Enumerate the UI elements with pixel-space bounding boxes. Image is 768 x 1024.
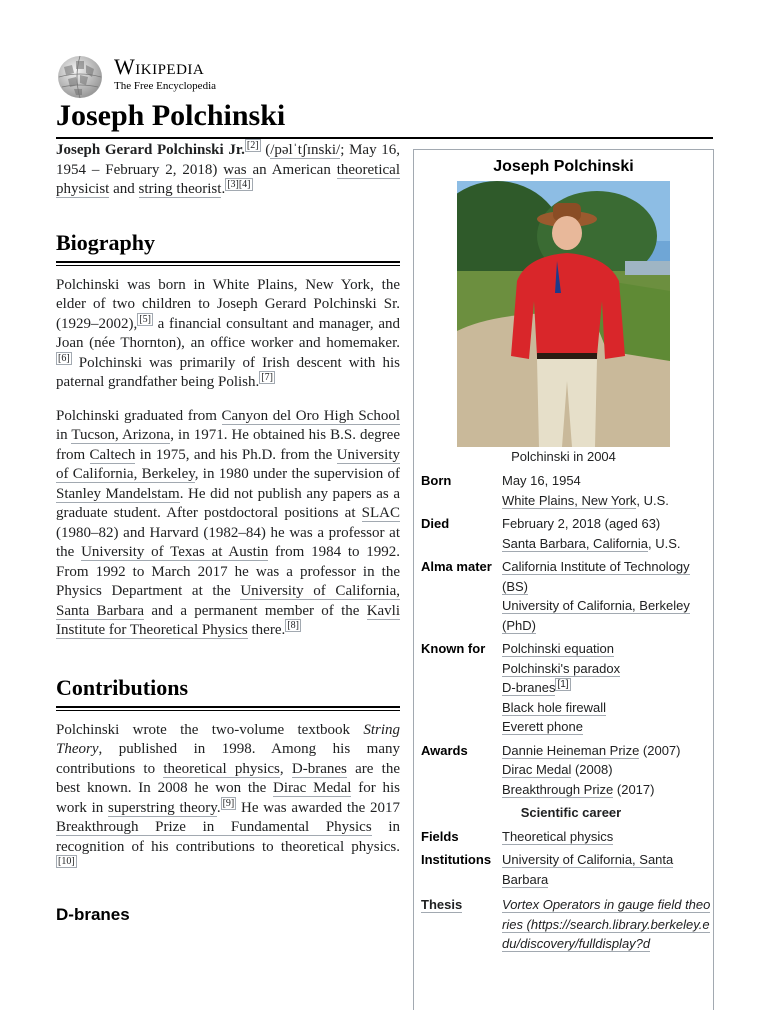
intro-paragraph: Joseph Gerard Polchinski Jr. [2] (/pəlˈtʃɪnski/; May 16, 1954 – February 2, 2018) was an American theoretical physicist and string theorist. [3][4] (56, 140, 400, 197)
section-heading-d-branes: D-branes (56, 904, 130, 924)
link-kavli[interactable]: Kavli Institute for Theoretical Physics (56, 602, 401, 638)
intro-text: and (109, 181, 139, 197)
value-institutions (502, 850, 711, 889)
section-divider (56, 706, 400, 711)
link-slac[interactable]: SLAC (361, 505, 400, 521)
value-known-for (502, 639, 711, 737)
link-bs[interactable]: (BS) (502, 578, 528, 594)
wordmark-name: Wikipedia (114, 54, 205, 79)
link-dirac-medal-infobox[interactable]: Dirac Medal (502, 762, 572, 777)
link-ut-austin[interactable]: University of Texas at Austin (81, 544, 269, 560)
link-polchinskis-paradox[interactable]: Polchinski's paradox (502, 660, 621, 676)
born-date: May 16, 1954 (502, 473, 581, 488)
link-breakthrough-prize-infobox[interactable]: Breakthrough Prize (502, 781, 614, 797)
citation[interactable]: [7] (261, 372, 273, 383)
article-body (56, 141, 400, 924)
link-tucson[interactable]: Tucson, Arizona (71, 427, 171, 443)
subject-name: Joseph Gerard Polchinski Jr. (56, 142, 245, 158)
link-phd[interactable]: (PhD) (502, 617, 536, 633)
link-thesis[interactable]: Vortex Operators in gauge field theories (https://search.library.berkeley.edu/discovery/fulldisplay?d (502, 897, 711, 951)
link-ucsb-infobox[interactable]: University of California, Santa Barbara (502, 852, 674, 887)
section-heading-biography: Biography (56, 229, 156, 255)
value-died: February 2, 2018 (aged 63) Santa Barbara, California, U.S. (502, 514, 711, 553)
citation[interactable]: [5] (139, 313, 151, 325)
link-canyon-del-oro[interactable]: Canyon del Oro High School (221, 407, 400, 424)
ipa-link[interactable]: /pəlˈtʃɪnski/ (270, 142, 341, 158)
link-mandelstam[interactable]: Stanley Mandelstam (56, 485, 180, 502)
link-d-branes[interactable]: D-branes (291, 760, 347, 777)
page-title: Joseph Polchinski (56, 99, 286, 132)
infobox-row-known-for (421, 639, 711, 737)
infobox-row-alma-mater (421, 557, 711, 635)
link-caltech[interactable]: Caltech (89, 446, 136, 463)
infobox-rows (421, 471, 711, 958)
infobox-section-scientific-career: Scientific career (520, 805, 622, 820)
label-born: Born (421, 473, 452, 488)
wordmark-tagline: The Free Encyclopedia (114, 80, 217, 92)
portrait-photo[interactable] (457, 181, 670, 447)
link-berkeley-alma[interactable]: University of California, Berkeley (502, 598, 690, 613)
value-fields (502, 827, 711, 847)
intro-text: ; May 16, 1954 – February 2, 2018) was an American (56, 142, 400, 178)
link-ucsb[interactable]: University of California, Santa Barbara (56, 583, 400, 619)
infobox-title: Joseph Polchinski (493, 158, 634, 175)
link-breakthrough-prize[interactable]: Breakthrough Prize in Fundamental Physics (56, 819, 372, 835)
link-everett-phone[interactable]: Everett phone (502, 719, 583, 734)
label-thesis[interactable] (421, 895, 502, 954)
biography-paragraph-2: Polchinski graduated from Canyon del Oro High School in Tucson, Arizona, in 1971. He obtained his B.S. degree from Caltech in 1975, and his Ph.D. from the University of California, Berkeley, in 1980 under the supervision of Stanley Mandelstam. He did not publish any papers as a graduate student. After postdoctoral positions at SLAC (1980–82) and Harvard (1982–84) he was a professor at the University of Texas at Austin from 1984 to 1992. From 1992 to March 2017 he was a professor in the Physics Department at the University of California, Santa Barbara and a permanent member of the Kavli Institute for Theoretical Physics there. [8] (56, 407, 401, 638)
citation[interactable]: [3][4] (227, 179, 251, 190)
link-caltech-alma[interactable]: California Institute of Technology (502, 559, 690, 574)
link-superstring-theory[interactable]: superstring theory (108, 799, 217, 816)
citation[interactable]: [2] (246, 140, 259, 151)
label-awards: Awards (421, 742, 468, 758)
citation[interactable]: [9] (222, 797, 235, 809)
label-died: Died (421, 516, 450, 531)
link-dirac-medal[interactable]: Dirac Medal (273, 780, 352, 796)
infobox-row-thesis (421, 895, 711, 954)
label-fields: Fields (421, 828, 459, 844)
infobox-row-awards (421, 741, 711, 800)
link-thesis-label[interactable]: Thesis (421, 897, 463, 912)
link-white-plains[interactable]: White Plains, New York (502, 492, 637, 508)
citation[interactable]: [1] (557, 678, 569, 690)
citation[interactable]: [6] (58, 352, 70, 364)
link-uc-berkeley[interactable]: University of California, Berkeley (56, 446, 400, 482)
link-santa-barbara[interactable]: Santa Barbara, California (502, 535, 648, 551)
infobox-row-fields (421, 827, 711, 847)
infobox-row-institutions (421, 850, 711, 889)
section-divider (56, 261, 400, 266)
died-date: February 2, 2018 (aged 63) (502, 516, 661, 531)
link-d-branes-infobox[interactable]: D-branes (502, 680, 556, 695)
link-theoretical-physics[interactable]: theoretical physics (163, 760, 280, 777)
wikipedia-globe-logo[interactable] (56, 55, 104, 99)
citation[interactable]: [8] (287, 620, 299, 631)
wikipedia-wordmark[interactable] (114, 56, 216, 93)
title-divider (56, 137, 713, 139)
photo-caption: Polchinski in 2004 (511, 449, 616, 464)
link-theoretical-physics-infobox[interactable]: Theoretical physics (502, 828, 614, 844)
value-awards: Dannie Heineman Prize (2007) Dirac Medal (2008) Breakthrough Prize (2017) (502, 742, 681, 797)
label-alma-mater: Alma mater (421, 559, 492, 574)
link-theoretical-physicist[interactable]: theoretical physicist (56, 161, 400, 197)
label-institutions: Institutions (421, 852, 492, 867)
label-known-for: Known for (421, 641, 486, 656)
infobox-row-born (421, 471, 711, 510)
biography-paragraph-1: Polchinski was born in White Plains, New York, the elder of two children to Joseph Gerard Polchinski Sr. (1929–2002), [5] a financial consultant and manager, and Joan (née Thornton), an office worker and homemaker.[6] Polchinski was primarily of Irish descent with his paternal grandfather being Polish. [7] (56, 276, 400, 390)
infobox (413, 149, 714, 1010)
citation[interactable]: [10] (58, 856, 75, 867)
section-heading-contributions: Contributions (56, 674, 189, 700)
link-heineman-prize[interactable]: Dannie Heineman Prize (502, 742, 640, 758)
contributions-paragraph: Polchinski wrote the two-volume textbook String Theory, published in 1998. Among his many contributions to theoretical physics, D-branes are the best known. In 2008 he won the Dirac Medal for his work in superstring theory. [9] He was awarded the 2017 Breakthrough Prize in Fundamental Physics in recognition of his contributions to theoretical physics.[10] (56, 721, 400, 867)
infobox-row-died (421, 514, 711, 553)
value-thesis (502, 895, 711, 954)
link-polchinski-equation[interactable]: Polchinski equation (502, 641, 615, 656)
value-born: May 16, 1954 White Plains, New York, U.S. (502, 471, 711, 510)
value-alma-mater (502, 557, 711, 635)
link-string-theorist[interactable]: string theorist (138, 181, 222, 197)
link-black-hole-firewall[interactable]: Black hole firewall (502, 699, 607, 715)
